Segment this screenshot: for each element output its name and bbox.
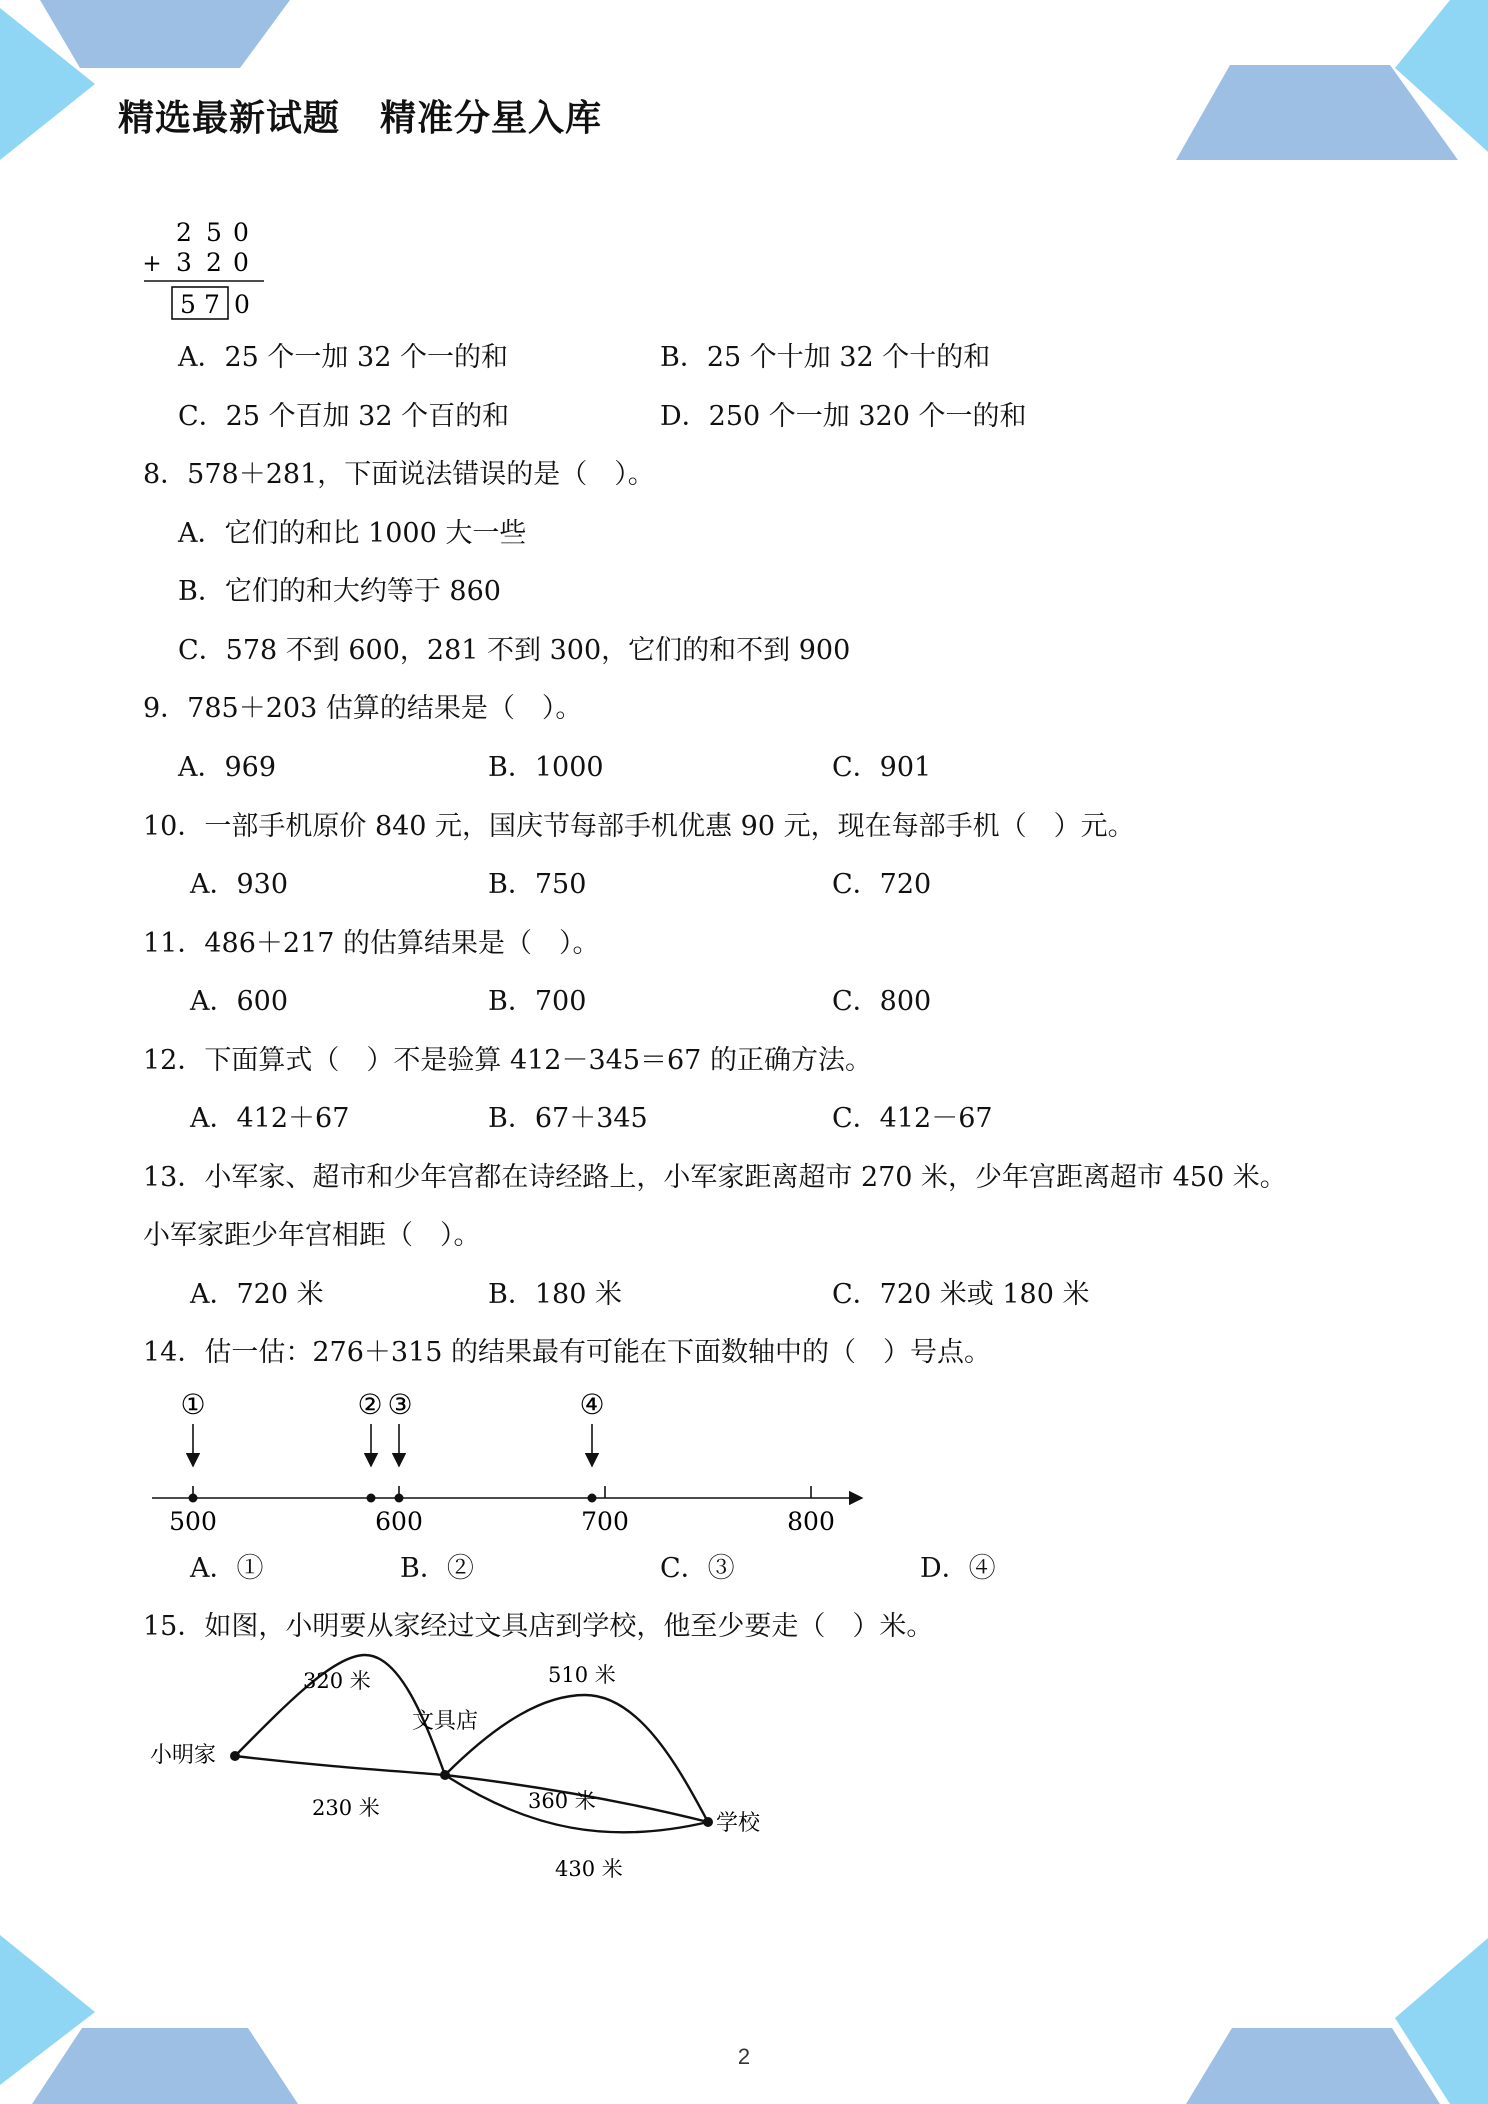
q11-option-b[interactable]: B．700: [488, 986, 587, 1017]
q8-option-a[interactable]: A．它们的和比 1000 大一些: [178, 518, 527, 549]
distance-label-430: 430 米: [555, 1857, 623, 1881]
q7-option-c[interactable]: C．25 个百加 32 个百的和: [178, 401, 510, 432]
sum-result-digit1: 5: [180, 290, 196, 319]
tick-label-600: 600: [375, 1507, 423, 1536]
tick-label-500: 500: [169, 1507, 217, 1536]
q13-option-b[interactable]: B．180 米: [488, 1279, 622, 1310]
tick-label-800: 800: [787, 1507, 835, 1536]
sum-row2-digit3: 0: [233, 248, 249, 277]
q10-stem: 10．一部手机原价 840 元，国庆节每部手机优惠 90 元，现在每部手机（ ）元。: [143, 811, 1135, 842]
distance-label-360: 360 米: [528, 1789, 596, 1813]
q14-option-b[interactable]: B．②: [400, 1553, 474, 1584]
q14-option-a[interactable]: A．①: [190, 1553, 264, 1584]
q15-stem: 15．如图，小明要从家经过文具店到学校，他至少要走（ ）米。: [143, 1611, 934, 1642]
q12-stem: 12．下面算式（ ）不是验算 412－345＝67 的正确方法。: [143, 1045, 872, 1076]
sum-row2-digit2: 2: [206, 248, 222, 277]
q9-option-b[interactable]: B．1000: [488, 752, 604, 783]
q11-stem: 11．486＋217 的估算结果是（ ）。: [143, 928, 600, 959]
marker-label-3: ③: [387, 1388, 413, 1421]
school-label: 学校: [716, 1811, 761, 1836]
q14-stem: 14．估一估：276＋315 的结果最有可能在下面数轴中的（ ）号点。: [143, 1337, 992, 1368]
header-title-right: 精准分星入库: [380, 98, 603, 139]
vertical-addition: [140, 215, 280, 325]
sum-row1-digit1: 2: [176, 218, 192, 247]
q12-option-c[interactable]: C．412－67: [832, 1103, 993, 1134]
decor-top-left-trapezoid: [40, 0, 290, 68]
sum-result-digit2: 7: [204, 290, 220, 319]
page-number: 2: [737, 2044, 751, 2069]
sum-plus-sign: +: [142, 251, 162, 277]
q8-option-c[interactable]: C．578 不到 600，281 不到 300，它们的和不到 900: [178, 635, 851, 666]
sum-result-digit3: 0: [234, 290, 250, 319]
q9-option-c[interactable]: C．901: [832, 752, 932, 783]
q7-option-d[interactable]: D．250 个一加 320 个一的和: [660, 401, 1027, 432]
distance-label-320: 320 米: [303, 1669, 371, 1693]
distance-label-230: 230 米: [312, 1796, 380, 1820]
q10-option-a[interactable]: A．930: [190, 869, 289, 900]
marker-label-1: ①: [180, 1388, 206, 1421]
q9-stem: 9．785＋203 估算的结果是（ ）。: [143, 693, 583, 724]
sum-row1-digit2: 5: [206, 218, 222, 247]
q12-option-b[interactable]: B．67＋345: [488, 1103, 648, 1134]
tick-label-700: 700: [581, 1507, 629, 1536]
distance-label-510: 510 米: [548, 1663, 616, 1687]
q13-stem-line1: 13．小军家、超市和少年宫都在诗经路上，小军家距离超市 270 米，少年宫距离超市 450 米。: [143, 1162, 1287, 1193]
q7-option-b[interactable]: B．25 个十加 32 个十的和: [660, 342, 991, 373]
q11-option-a[interactable]: A．600: [190, 986, 289, 1017]
marker-label-2: ②: [357, 1388, 383, 1421]
q9-option-a[interactable]: A．969: [178, 752, 277, 783]
marker-label-4: ④: [579, 1388, 605, 1421]
sum-row2-digit1: 3: [176, 248, 192, 277]
store-label: 文具店: [412, 1709, 479, 1734]
header-title-left: 精选最新试题: [118, 98, 341, 139]
home-label: 小明家: [150, 1743, 217, 1768]
q8-stem: 8．578＋281，下面说法错误的是（ ）。: [143, 459, 655, 490]
q8-option-b[interactable]: B．它们的和大约等于 860: [178, 576, 501, 607]
q12-option-a[interactable]: A．412＋67: [190, 1103, 350, 1134]
q7-option-a[interactable]: A．25 个一加 32 个一的和: [178, 342, 508, 373]
q10-option-b[interactable]: B．750: [488, 869, 587, 900]
q14-option-c[interactable]: C．③: [660, 1553, 735, 1584]
q13-stem-line2: 小军家距少年宫相距（ ）。: [143, 1220, 481, 1251]
q14-option-d[interactable]: D．④: [920, 1553, 996, 1584]
q13-option-c[interactable]: C．720 米或 180 米: [832, 1279, 1090, 1310]
q11-option-c[interactable]: C．800: [832, 986, 932, 1017]
q13-option-a[interactable]: A．720 米: [190, 1279, 324, 1310]
sum-row1-digit3: 0: [233, 218, 249, 247]
page-header: [118, 90, 602, 141]
q10-option-c[interactable]: C．720: [832, 869, 932, 900]
